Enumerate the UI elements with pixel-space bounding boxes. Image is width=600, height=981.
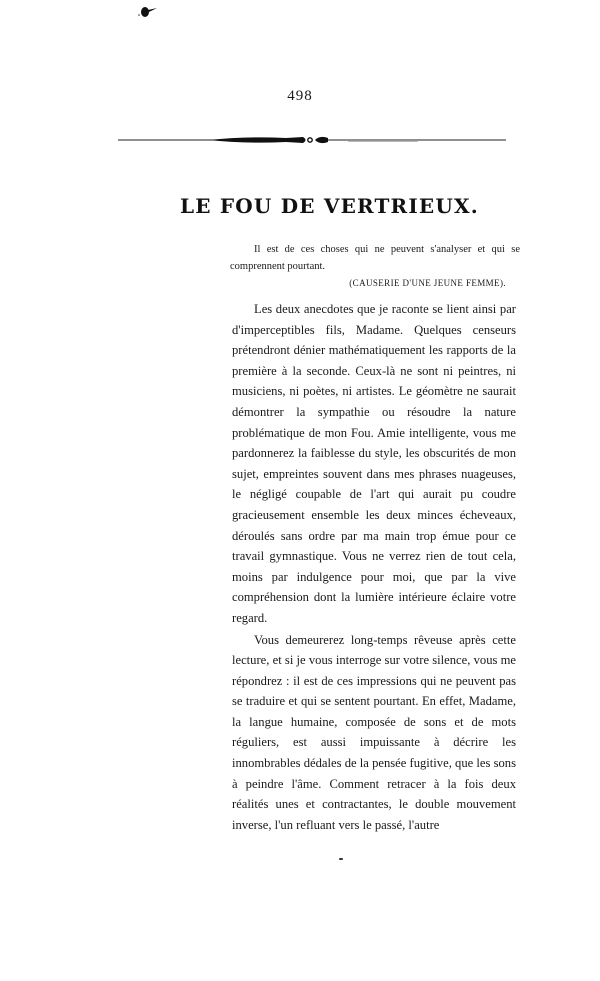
ink-speck-icon — [136, 6, 158, 20]
paragraph-1: Les deux anecdotes que je raconte se lient ainsi par d'imperceptibles fils, Madame. Quelques censeurs prétendront dénier mathématiquement les rapports de la première à la seconde. Ceux-là ne sont ni peintres, ni musiciens, ni poètes, ni artistes. Le géomètre ne saurait démontrer la sympathie ou résoudre la nature problématique de mon Fou. Amie intelligente, vous me pardonnerez la faiblesse du style, les obscurités de mon sujet, empreintes souvent dans mes phrases nuageuses, le négligé coupable de l'art qui aurait pu coudre gracieusement ensemble les deux minces écheveaux, déroulés sans ordre par ma main trop émue pour ce travail gymnastique. Vous ne verrez rien de tout cela, moins par indulgence pour moi, que par la vive compréhension dont la lumière intérieure éclaire votre regard. — [232, 302, 516, 625]
ink-dot — [339, 858, 343, 860]
ornamental-rule — [118, 130, 506, 150]
epigraph-source: (CAUSERIE D'UNE JEUNE FEMME). — [349, 278, 506, 288]
chapter-title: LE FOU DE VERTRIEUX. — [180, 194, 479, 218]
body-text — [232, 299, 516, 835]
epigraph — [230, 241, 520, 292]
page-number: 498 — [287, 88, 313, 104]
epigraph-text: Il est de ces choses qui ne peuvent s'analyser et qui se comprennent pourtant. — [230, 244, 520, 272]
paragraph-2: Vous demeurerez long-temps rêveuse après cette lecture, et si je vous interroge sur votre silence, vous me répondrez : il est de ces impressions qui ne peuvent pas se traduire et qui se sentent pourtant. En effet, Madame, la langue humaine, composée de sons et de mots réguliers, est aussi impuissante à décrire les innombrables dédales de la pensée fugitive, que les sons à peindre l'âme. Comment retracer à la fois deux réalités unes et contractantes, le double mouvement inverse, l'un refluant vers le passé, l'autre — [232, 632, 516, 832]
